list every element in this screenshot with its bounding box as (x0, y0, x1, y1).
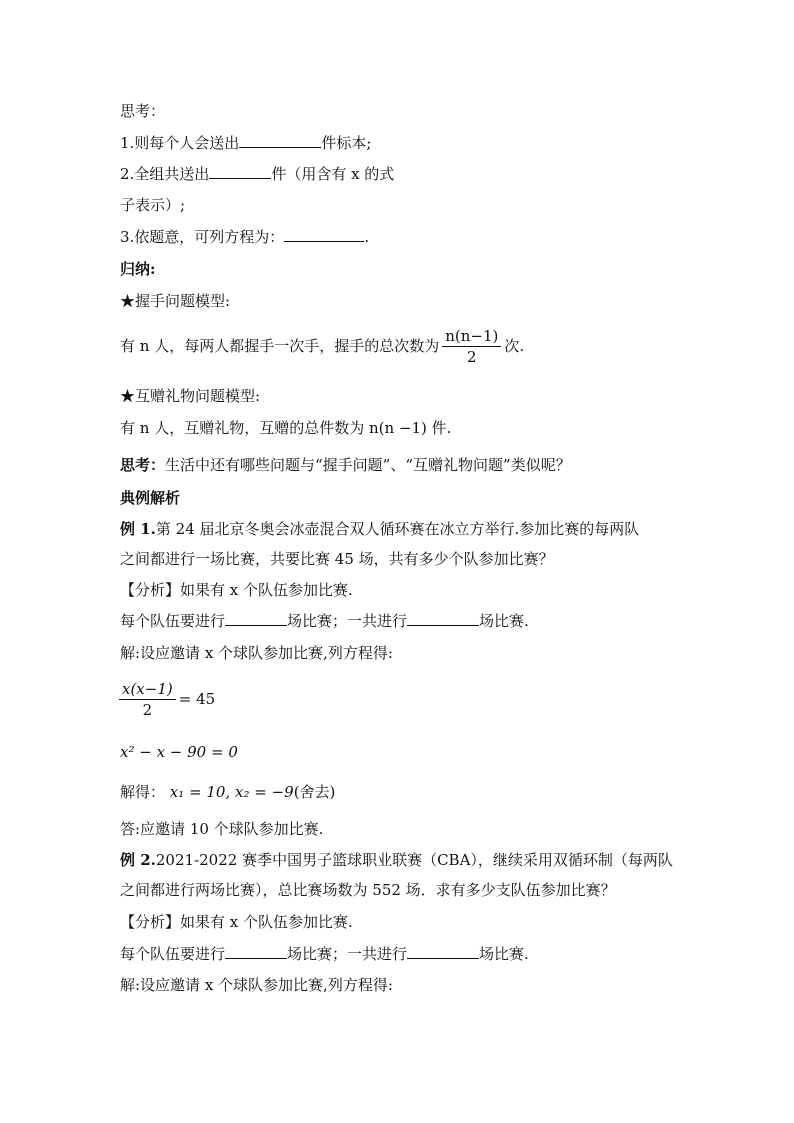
question-1-suffix: 件标本; (321, 134, 372, 152)
question-3-suffix: . (364, 228, 370, 246)
answer-blank (239, 133, 321, 148)
handshake-model-prefix: 有 n 人，每两人都握手一次手，握手的总次数为 (120, 337, 440, 355)
gift-model-text: 有 n 人，互赠礼物，互赠的总件数为 n(n −1) 件. (120, 419, 452, 437)
fill-suffix: 场比赛. (479, 612, 529, 630)
example-1-analysis (120, 580, 353, 600)
fill-prefix: 每个队伍要进行 (120, 945, 226, 963)
question-2-prefix: 2.全组共送出 (120, 165, 210, 183)
fill-suffix: 场比赛. (479, 945, 529, 963)
equation-1-denominator: 2 (142, 701, 153, 719)
example-1-answer: 答:应邀请 10 个球队参加比赛. (120, 820, 324, 838)
think-label: 思考： (120, 456, 166, 474)
example-2-fill (120, 944, 529, 964)
question-2-continued: 子表示）; (120, 196, 186, 214)
equation-1-rhs: = 45 (178, 690, 216, 708)
example-1-text: 第 24 届北京冬奥会冰壶混合双人循环赛在冰立方举行.参加比赛的每两队 (155, 520, 640, 538)
fill-middle: 场比赛；一共进行 (287, 945, 408, 963)
fill-middle: 场比赛；一共进行 (287, 612, 408, 630)
example-2-line-1 (120, 850, 673, 870)
fraction-denominator: 2 (467, 348, 477, 366)
analysis-text: 如果有 x 个队伍参加比赛. (180, 581, 353, 599)
analysis-tag: 【分析】 (120, 913, 181, 931)
question-1 (120, 133, 371, 153)
equation-1-fraction (119, 680, 176, 720)
equation-2: x² − x − 90 = 0 (120, 743, 238, 761)
examples-heading: 典例解析 (120, 489, 181, 507)
answer-blank (407, 611, 479, 626)
result-label: 解得： (120, 783, 166, 801)
example-1-line-2: 之间都进行一场比赛，共要比赛 45 场，共有多少个队参加比赛？ (120, 550, 554, 568)
analysis-text: 如果有 x 个队伍参加比赛. (180, 913, 353, 931)
example-1-result (120, 782, 335, 802)
example-1-line-1 (120, 519, 639, 539)
example-2-solution: 解:设应邀请 x 个球队参加比赛,列方程得: (120, 976, 393, 994)
think-heading: 思考： (120, 102, 166, 120)
example-1-solution: 解:设应邀请 x 个球队参加比赛,列方程得: (120, 644, 393, 662)
example-2-label: 例 2. (120, 851, 156, 869)
question-3 (120, 227, 369, 247)
equation-1-numerator: x(x−1) (119, 680, 176, 700)
handshake-model-text (120, 325, 524, 367)
result-equation: x₁ = 10, x₂ = −9 (169, 783, 294, 801)
example-1-fill (120, 611, 529, 631)
think-prompt (120, 455, 571, 475)
gift-model-title: ★互赠礼物问题模型: (120, 387, 261, 405)
question-2-suffix: 件（用含有 x 的式 (271, 165, 395, 183)
example-2-analysis (120, 912, 353, 932)
analysis-tag: 【分析】 (120, 581, 181, 599)
summary-heading: 归纳: (120, 260, 156, 278)
think-text: 生活中还有哪些问题与“握手问题”、“互赠礼物问题”类似呢？ (165, 456, 571, 474)
answer-blank (407, 944, 479, 959)
example-2-text: 2021-2022 赛季中国男子篮球职业联赛（CBA），继续采用双循环制（每两队 (155, 851, 673, 869)
answer-blank (284, 227, 364, 242)
answer-blank (209, 164, 271, 179)
question-1-prefix: 1.则每个人会送出 (120, 134, 240, 152)
question-3-prefix: 3.依题意，可列方程为： (120, 228, 285, 246)
handshake-model-suffix: 次. (504, 337, 525, 355)
fill-prefix: 每个队伍要进行 (120, 612, 226, 630)
example-2-line-2: 之间都进行两场比赛），总比赛场数为 552 场．求有多少支队伍参加比赛？ (120, 881, 616, 899)
example-1-label: 例 1. (120, 520, 156, 538)
handshake-model-title: ★握手问题模型: (120, 292, 231, 310)
answer-blank (225, 611, 287, 626)
answer-blank (225, 944, 287, 959)
fraction-numerator: n(n−1) (442, 327, 501, 347)
equation-1 (116, 678, 215, 720)
handshake-fraction (442, 327, 501, 367)
question-2 (120, 164, 394, 184)
result-note: (舍去) (293, 783, 336, 801)
